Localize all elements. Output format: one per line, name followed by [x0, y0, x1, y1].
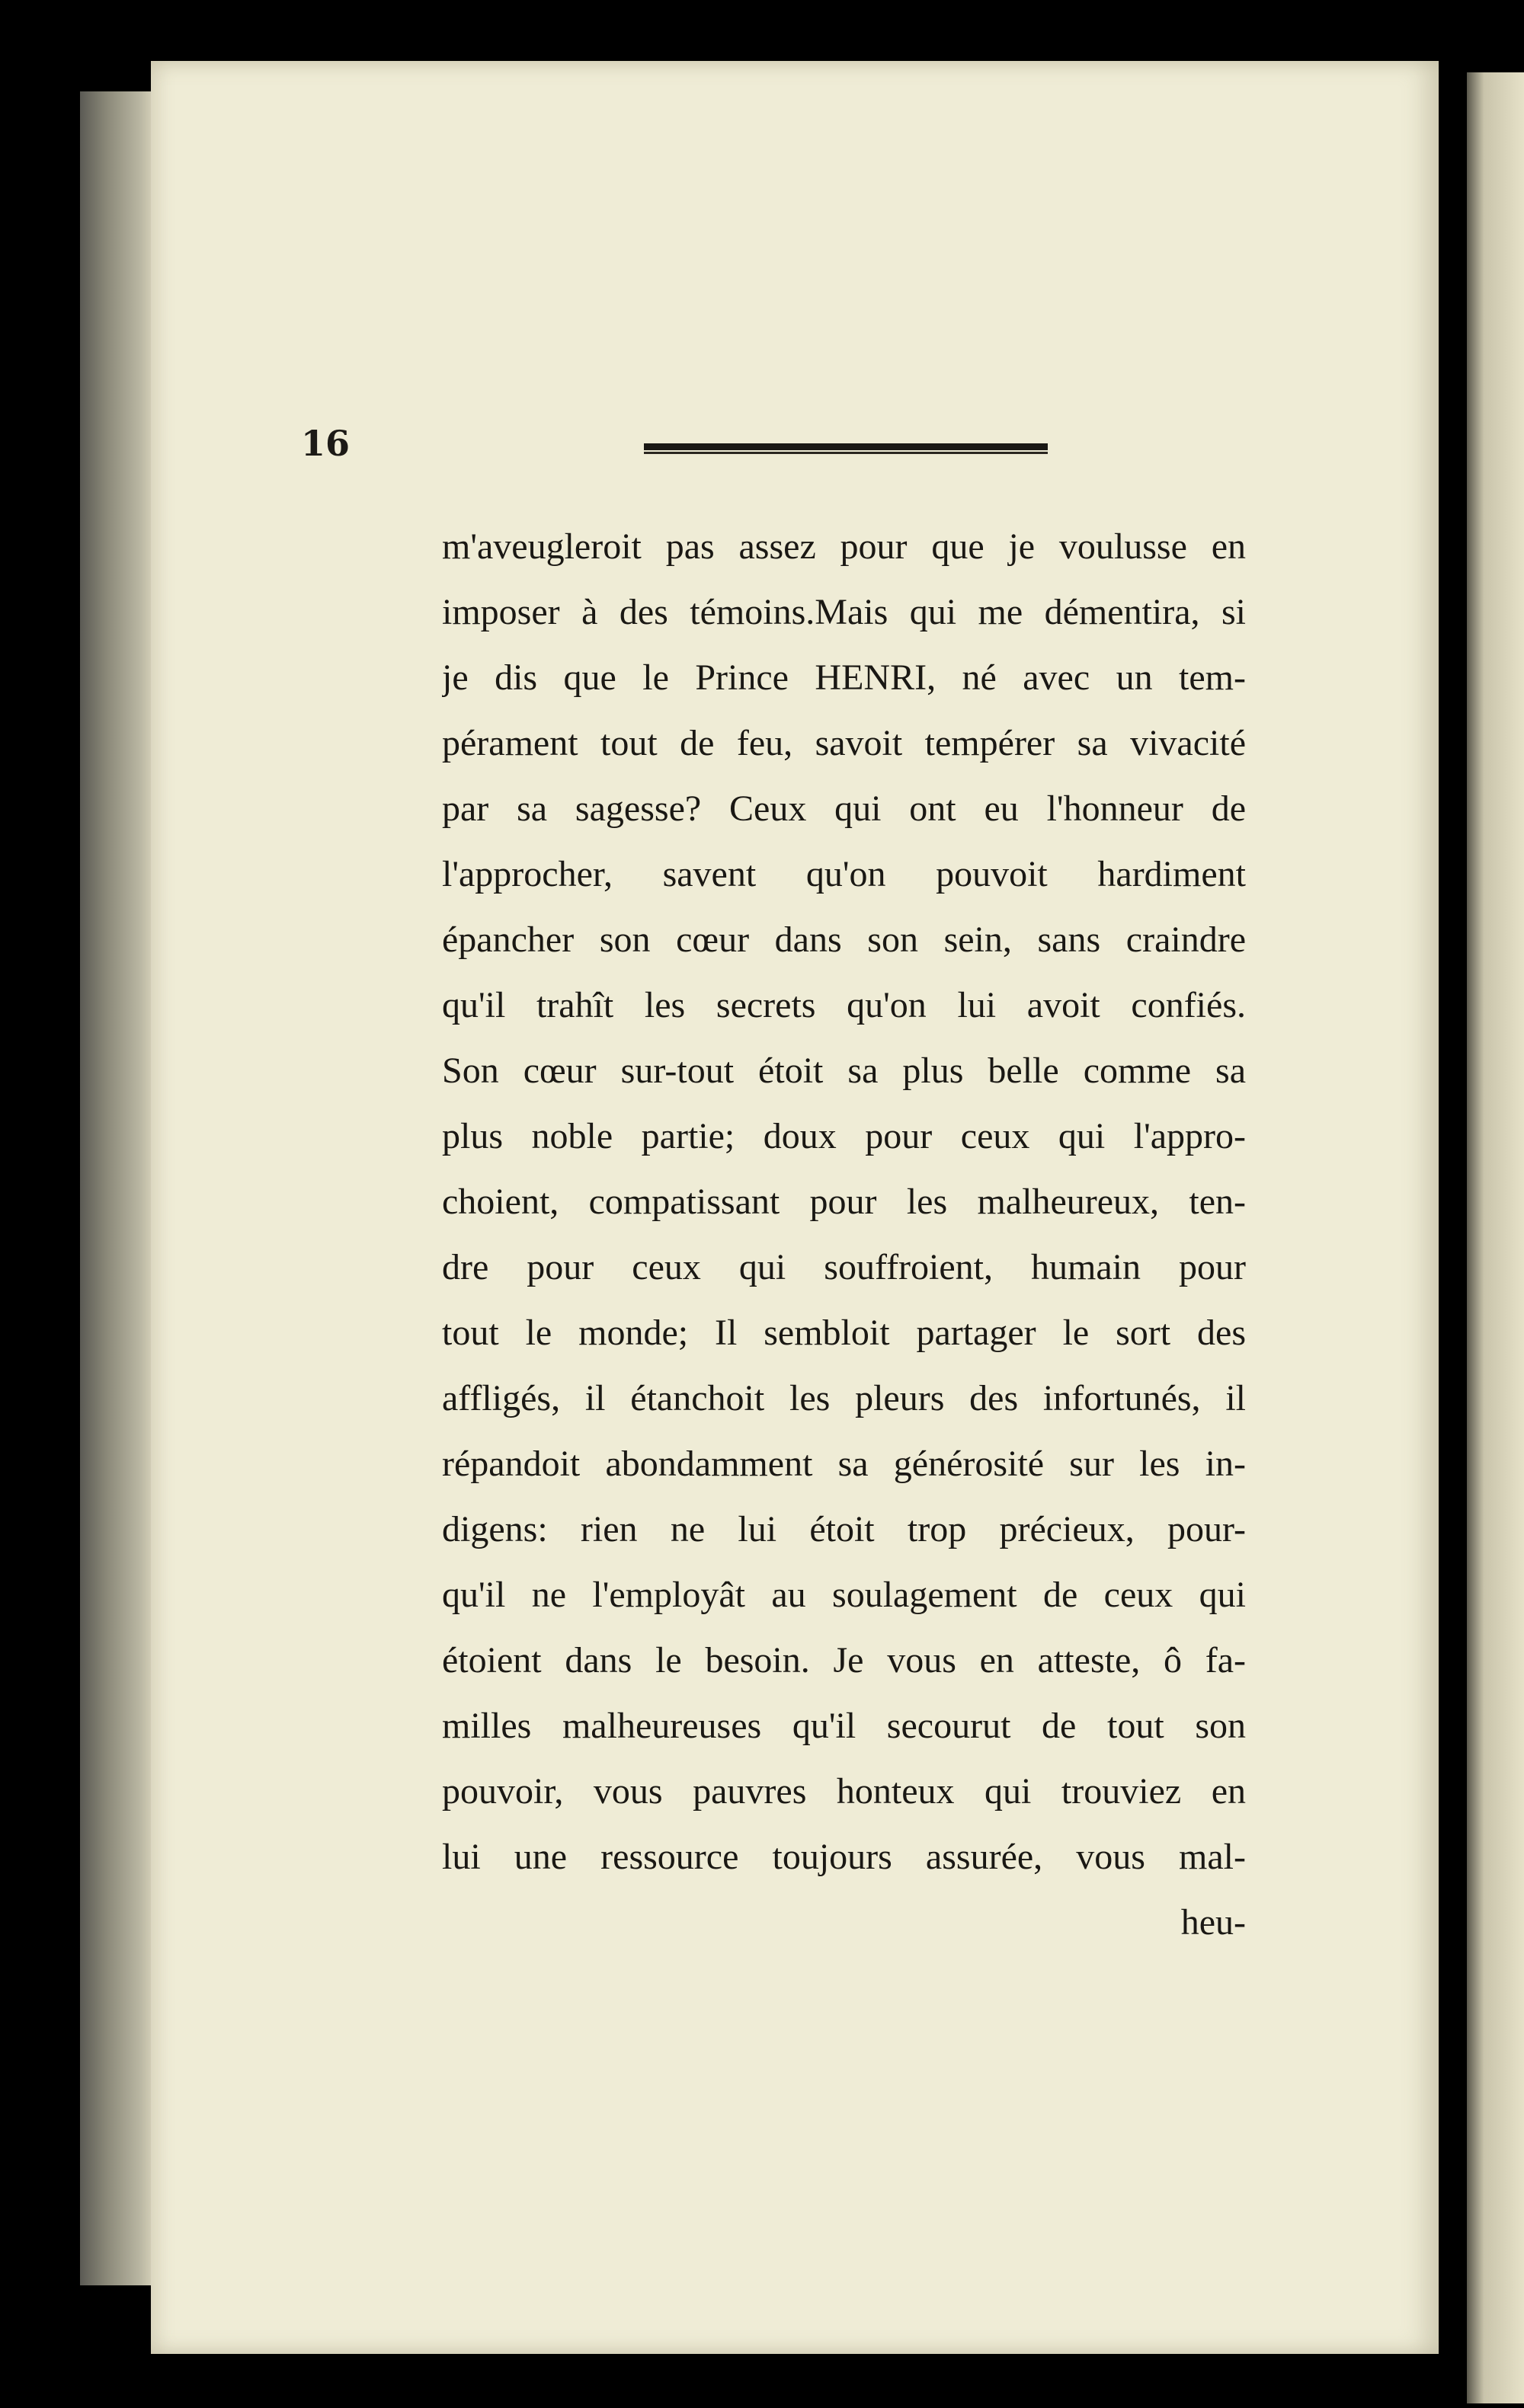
text-line: lui une ressource toujours assurée, vous mal-	[442, 1837, 1246, 1877]
text-line: pouvoir, vous pauvres honteux qui trouviez en	[442, 1771, 1246, 1812]
facing-page-edge	[1467, 72, 1524, 2403]
text-line: qu'il trahît les secrets qu'on lui avoit confiés.	[442, 985, 1246, 1025]
text-line: je dis que le Prince HENRI, né avec un tem-	[442, 657, 1246, 698]
text-line: Son cœur sur-tout étoit sa plus belle comme sa	[442, 1051, 1246, 1091]
text-line: par sa sagesse? Ceux qui ont eu l'honneur de	[442, 788, 1246, 829]
text-line: répandoit abondamment sa générosité sur les in-	[442, 1444, 1246, 1484]
text-line: pérament tout de feu, savoit tempérer sa vivacité	[442, 723, 1246, 763]
text-line: dre pour ceux qui souffroient, humain pour	[442, 1247, 1246, 1287]
header-rule-thin	[644, 452, 1048, 454]
page-number: 16	[301, 423, 351, 464]
text-line: m'aveugleroit pas assez pour que je voulusse en	[442, 526, 1246, 567]
catchword: heu-	[1180, 1902, 1246, 1943]
header-rule	[644, 443, 1048, 454]
text-line: tout le monde; Il sembloit partager le sort des	[442, 1313, 1246, 1353]
text-line: étoient dans le besoin. Je vous en atteste, ô fa-	[442, 1640, 1246, 1680]
text-line: qu'il ne l'employât au soulagement de ceux qui	[442, 1575, 1246, 1615]
text-line: choient, compatissant pour les malheureux, ten-	[442, 1182, 1246, 1222]
body-text	[442, 514, 1246, 1956]
left-page-edge	[80, 91, 155, 2285]
text-line: imposer à des témoins.Mais qui me démentira, si	[442, 592, 1246, 632]
text-line: digens: rien ne lui étoit trop précieux, pour-	[442, 1509, 1246, 1549]
header-rule-thick	[644, 443, 1048, 450]
text-line: milles malheureuses qu'il secourut de tout son	[442, 1706, 1246, 1746]
text-line: plus noble partie; doux pour ceux qui l'appro-	[442, 1116, 1246, 1156]
text-line: épancher son cœur dans son sein, sans craindre	[442, 919, 1246, 960]
text-line: l'approcher, savent qu'on pouvoit hardiment	[442, 854, 1246, 894]
text-line: affligés, il étanchoit les pleurs des infortunés, il	[442, 1378, 1246, 1418]
